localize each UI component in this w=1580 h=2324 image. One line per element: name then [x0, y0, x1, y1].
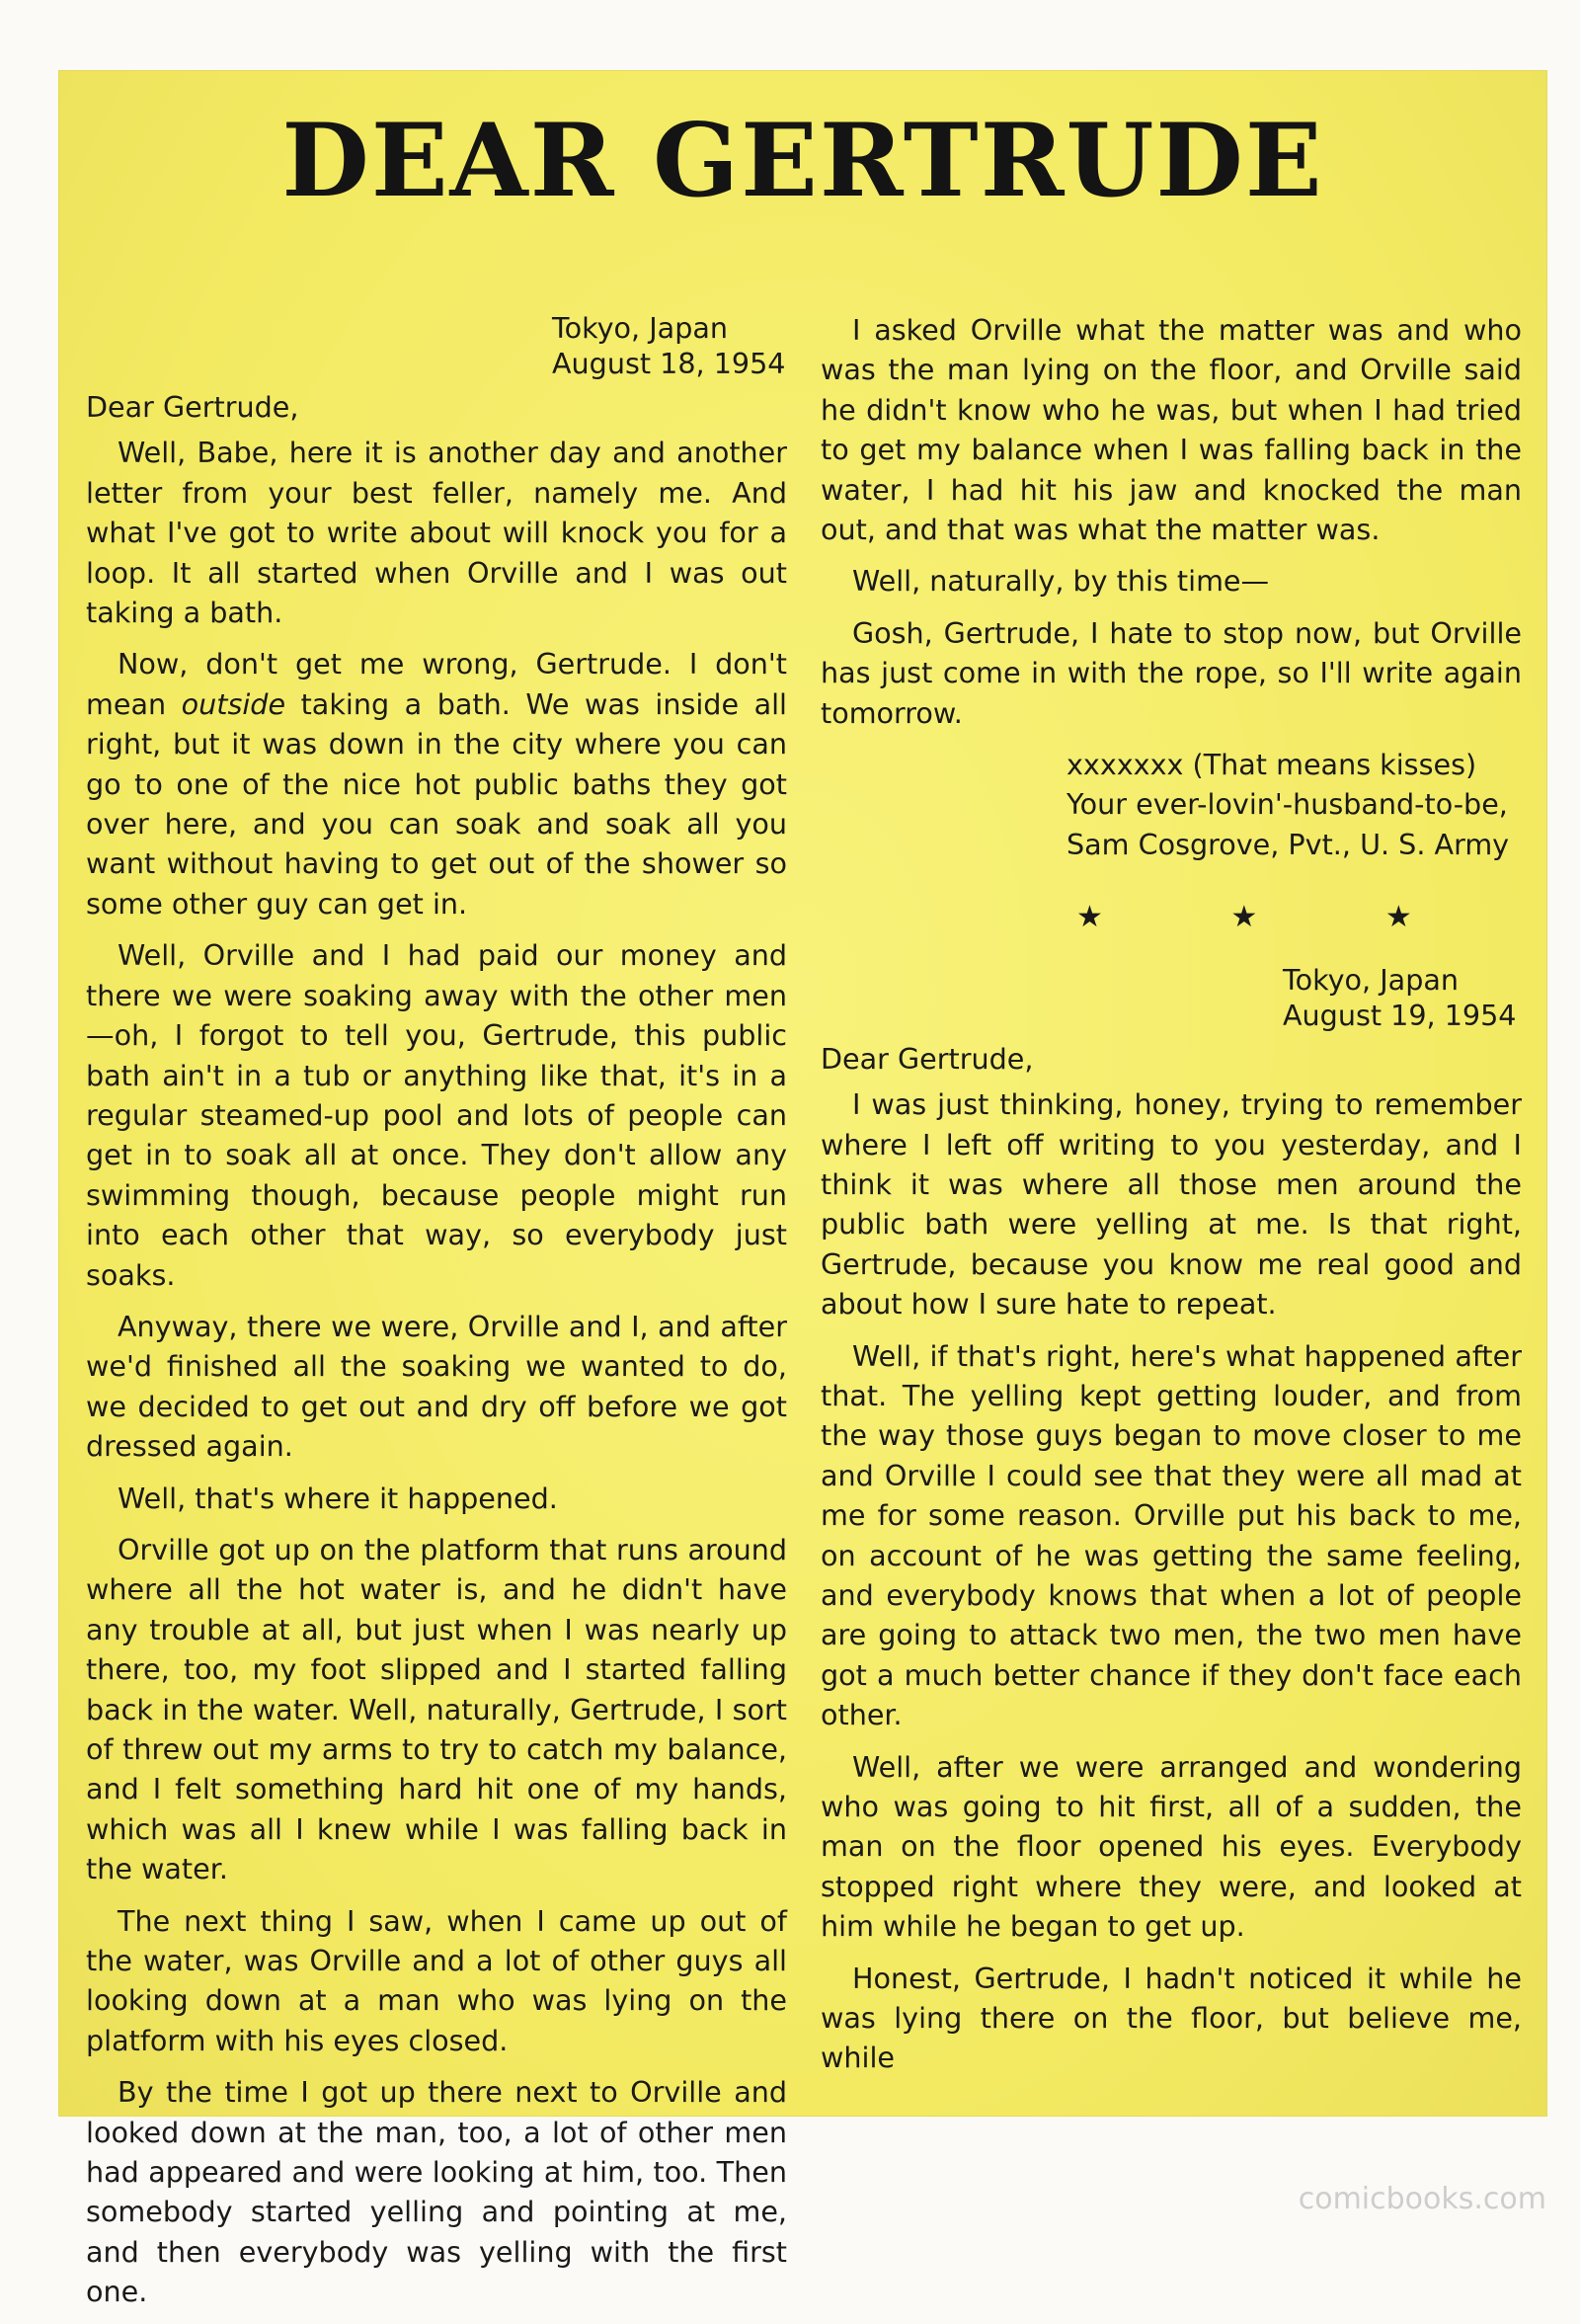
- letter1-paragraph-8: By the time I got up there next to Orville and looked down at the man, too, a lot of other men had appeared and were looking at him, too. Then somebody started yelling and pointing at me, and then everybody was yelling with the first one.: [86, 2075, 787, 2309]
- right-column: [821, 310, 1522, 2090]
- letter2-location: Tokyo, Japan: [1283, 962, 1459, 997]
- letter1-paragraph-5: Well, that's where it happened.: [118, 1481, 558, 1515]
- section-divider-stars: ★ ★ ★: [1076, 900, 1471, 935]
- letter1-date: August 18, 1954: [552, 347, 786, 380]
- letter2-paragraph-4: Honest, Gertrude, I hadn't noticed it while he was lying there on the floor, but believe me, while: [821, 1961, 1522, 2075]
- letter1-heading: [552, 310, 787, 381]
- letter2-date: August 19, 1954: [1283, 998, 1517, 1032]
- letter1-paragraph-2-end: taking a bath. We was inside all right, but it was down in the city where you can go to one of the nice hot public baths they got over here, and you can soak and soak all you want without having to get out of the shower so some other guy can get in.: [86, 686, 787, 921]
- letter1-paragraph-2-emphasis: outside: [181, 686, 286, 721]
- letter1-paragraph-3: Well, Orville and I had paid our money and there we were soaking away with the other men—oh, I forgot to tell you, Gertrude, this public bath ain't in a tub or anything like that, it's in a regular steamed-up pool and lots of people can get in to soak all at once. They don't allow any swimming though, because people might run into each other that way, so everybody just soaks.: [86, 938, 787, 1292]
- letter1-paragraph-7: The next thing I saw, when I came up out of the water, was Orville and a lot of other guys all looking down at a man who was lying on the platform with his eyes closed.: [86, 1903, 787, 2057]
- letter1-salutation: Dear Gertrude,: [86, 390, 299, 424]
- letter1-location: Tokyo, Japan: [552, 311, 728, 345]
- letter1-signer: Sam Cosgrove, Pvt., U. S. Army: [1066, 827, 1510, 861]
- letter2-heading: [1283, 962, 1522, 1033]
- letter1-signature: [1066, 745, 1522, 864]
- letter2-paragraph-3: Well, after we were arranged and wondering who was going to hit first, all of a sudden, the man on the floor opened his eyes. Everybody stopped right where they were, and looked at him while he began to get up.: [821, 1749, 1522, 1944]
- letter1-paragraph-1: Well, Babe, here it is another day and another letter from your best feller, namely me. And what I've got to write about will knock you for a loop. It all started when Orville and I was out taking a bath.: [86, 436, 787, 630]
- letter1-kisses: xxxxxxx (That means kisses): [1066, 748, 1477, 782]
- letter1-paragraph-10: Well, naturally, by this time—: [852, 564, 1270, 599]
- site-watermark: comicbooks.com: [1298, 2182, 1546, 2216]
- letter2-paragraph-2: Well, if that's right, here's what happened after that. The yelling kept getting louder, and from the way those guys began to move closer to me and Orville I could see that they were all mad at me for some reason. Orville put his back to me, on account of he was getting the same feeling, and everybody knows that when a lot of people are going to attack two men, the two men have got a much better chance if they don't face each other.: [821, 1338, 1522, 1732]
- letter1-paragraph-4: Anyway, there we were, Orville and I, and after we'd finished all the soaking we wanted to do, we decided to get out and dry off before we got dressed again.: [86, 1309, 787, 1464]
- letter1-closing: Your ever-lovin'-husband-to-be,: [1066, 787, 1508, 822]
- letter1-paragraph-9: I asked Orville what the matter was and who was the man lying on the floor, and Orville said he didn't know who he was, but when I had tried to get my balance when I was falling back in the water, I had hit his jaw and knocked the man out, and that was what the matter was.: [821, 313, 1522, 547]
- letter1-paragraph-2: [86, 644, 787, 923]
- letter2-paragraph-1: I was just thinking, honey, trying to remember where I left off writing to you yesterday, and I think it was where all those men around the public bath were yelling at me. Is that right, Gertrude, because you know me real good and about how I sure hate to repeat.: [821, 1087, 1522, 1322]
- letter1-paragraph-11: Gosh, Gertrude, I hate to stop now, but Orville has just come in with the rope, so I'll write again tomorrow.: [821, 615, 1522, 730]
- letter2-salutation: Dear Gertrude,: [821, 1041, 1034, 1076]
- page-title: DEAR GERTRUDE: [281, 102, 1324, 220]
- letter1-paragraph-6: Orville got up on the platform that runs around where all the hot water is, and he didn't have any trouble at all, but just when I was nearly up there, too, my foot slipped and I started falling back in the water. Well, naturally, Gertrude, I sort of threw out my arms to try to catch my balance, and I felt something hard hit one of my hands, which was all I knew while I was falling back in the water.: [86, 1532, 787, 1886]
- left-column: [86, 310, 787, 2324]
- letter1-paragraph-2-start: Now, don't get me wrong, Gertrude. I don't mean: [86, 647, 787, 721]
